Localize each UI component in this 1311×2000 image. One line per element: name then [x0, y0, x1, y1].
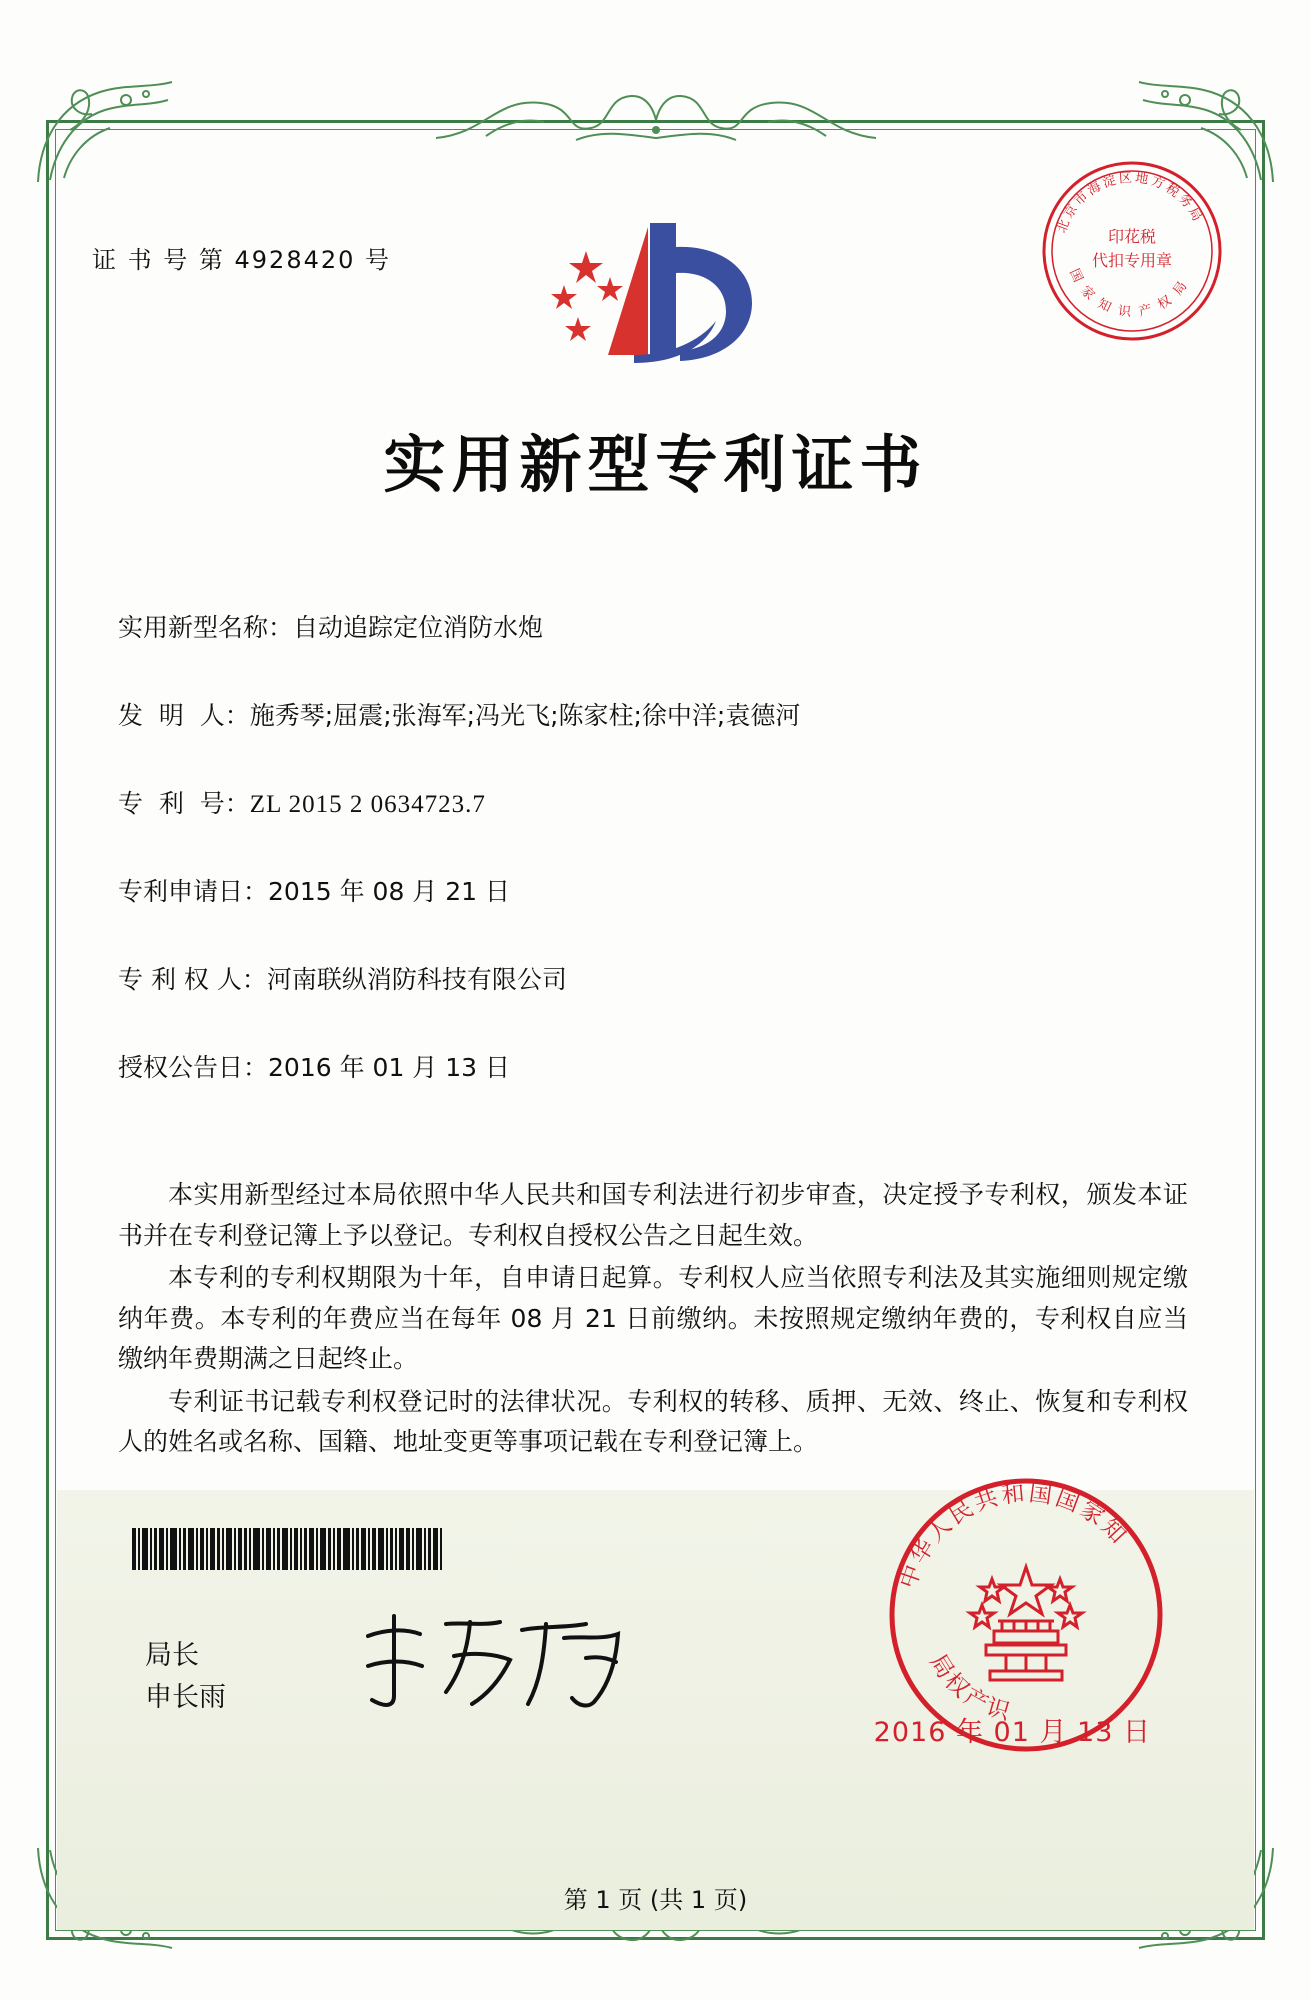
field-label: 发 明 人：: [118, 701, 250, 730]
svg-text:国 家 知 识 产 权 局: 国 家 知 识 产 权 局: [1066, 266, 1192, 321]
page-footer: 第 1 页 (共 1 页): [563, 1886, 748, 1914]
field-value: 2016 年 01 月 13 日: [268, 1053, 510, 1082]
sipo-logo-icon: [530, 215, 760, 365]
paragraph-1: 本实用新型经过本局依照中华人民共和国专利法进行初步审查，决定授予专利权，颁发本证书并在专利登记簿上予以登记。专利权自授权公告之日起生效。: [118, 1180, 1188, 1250]
field-inventors: [118, 696, 1178, 732]
field-label: 专 利 号：: [118, 789, 250, 818]
field-label: 专 利 权 人：: [118, 965, 267, 994]
barcode: [132, 1528, 502, 1570]
tax-stamp-seal: [1041, 160, 1223, 342]
svg-text:代扣专用章: 代扣专用章: [1091, 251, 1173, 270]
field-patent-number: [118, 784, 1178, 820]
certificate-body: [118, 1175, 1188, 1465]
field-value: 2015 年 08 月 21 日: [268, 877, 510, 906]
paragraph-3: 专利证书记载专利权登记时的法律状况。专利权的转移、质押、无效、终止、恢复和专利权人的姓名或名称、国籍、地址变更等事项记载在专利登记簿上。: [118, 1386, 1188, 1456]
field-label: 授权公告日：: [118, 1053, 269, 1082]
top-flourish-ornament: [426, 78, 886, 148]
field-label: 实用新型名称：: [118, 613, 294, 642]
svg-text:局权产识: 局权产识: [924, 1649, 1016, 1727]
director-block: [145, 1635, 226, 1719]
svg-text:中华人民共和国国家知: 中华人民共和国国家知: [895, 1480, 1133, 1592]
field-label: 专利申请日：: [118, 877, 269, 906]
certificate-number: 证 书 号 第 4928420 号: [92, 246, 392, 274]
paragraph-2: 本专利的专利权期限为十年，自申请日起算。专利权人应当依照专利法及其实施细则规定缴纳年费。本专利的年费应当在每年 08 月 21 日前缴纳。未按照规定缴纳年费的，专利权自应当缴纳年费期满之日起终止。: [118, 1263, 1188, 1373]
field-value: 自动追踪定位消防水炮: [293, 613, 544, 642]
director-label: 局长: [145, 1640, 199, 1671]
director-signature: [350, 1600, 640, 1720]
svg-text:北京市海淀区地方税务局: 北京市海淀区地方税务局: [1054, 170, 1206, 236]
field-patentee: [118, 960, 1178, 996]
field-value: ZL 2015 2 0634723.7: [249, 791, 486, 818]
seal-date: 2016 年 01 月 13 日: [873, 1717, 1151, 1748]
page-title: 实用新型专利证书: [383, 428, 928, 501]
director-name: 申长雨: [145, 1681, 226, 1713]
field-application-date: [118, 872, 1178, 908]
certificate-fields: [118, 608, 1178, 1136]
field-value: 施秀琴;屈震;张海军;冯光飞;陈家柱;徐中洋;袁德河: [249, 701, 801, 730]
field-value: 河南联纵消防科技有限公司: [266, 965, 567, 994]
field-grant-announcement-date: [118, 1048, 1178, 1084]
field-utility-model-name: [118, 608, 1178, 644]
svg-text:印花税: 印花税: [1107, 227, 1157, 246]
